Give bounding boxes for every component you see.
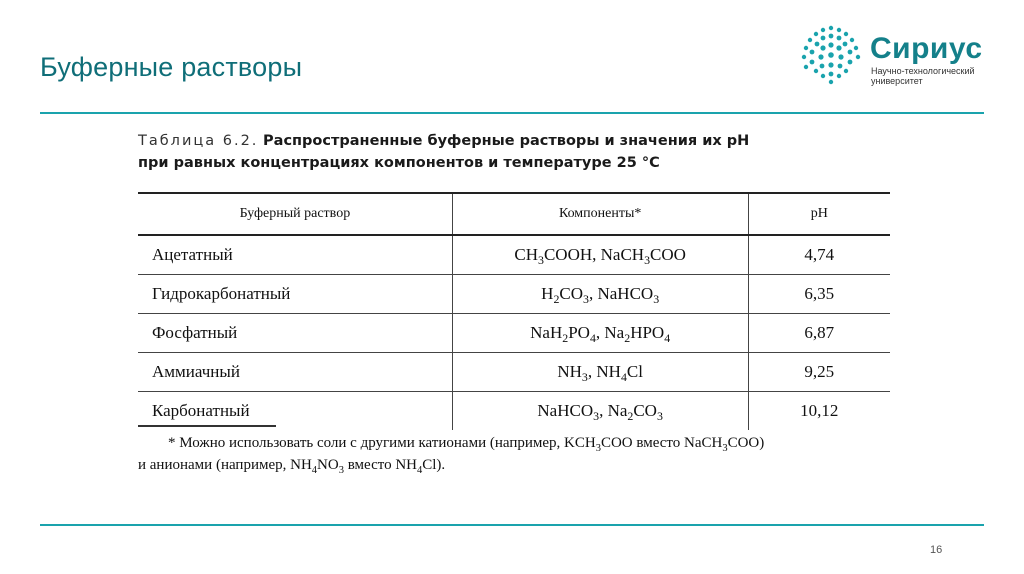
buffer-components: $NaH_2PO_4$, $Na_2HPO_4$ — [452, 314, 748, 353]
buffer-components: NaHCO$_3$, $Na_2CO_3$ — [452, 392, 748, 431]
logo-subtitle-line2: университет — [871, 76, 923, 86]
logo-subtitle — [871, 66, 1001, 86]
caption-label: Таблица 6.2. — [138, 133, 259, 149]
footnote-line2: и анионами (например, $NH_4NO_3$ вместо $NH_4Cl$). — [138, 457, 446, 476]
buffer-name: Аммиачный — [138, 353, 452, 392]
buffer-name: Ацетатный — [138, 235, 452, 275]
table-row — [138, 235, 890, 275]
page-number: 16 — [930, 544, 943, 556]
header-components: Компоненты* — [452, 193, 748, 235]
buffer-components: $CH_3COOH$, NaCH$_3$COO — [452, 235, 748, 275]
logo-subtitle-line1: Научно-технологический — [871, 66, 975, 76]
buffer-ph: 6,35 — [748, 275, 890, 314]
table-figure — [138, 130, 898, 476]
sirius-logo — [800, 20, 1000, 90]
caption-text-line2: при равных концентрациях компонентов и температуре 25 °С — [138, 155, 660, 171]
header-buffer: Буферный раствор — [138, 193, 452, 235]
buffer-name: Фосфатный — [138, 314, 452, 353]
top-divider — [40, 112, 984, 114]
buffer-components: $H_2CO_3$, NaHCO$_3$ — [452, 275, 748, 314]
buffer-table — [138, 192, 890, 430]
logo-name: Сириус — [870, 32, 983, 65]
table-row — [138, 314, 890, 353]
caption-text-line1: Распространенные буферные растворы и значения их pH — [263, 133, 750, 149]
buffer-components: $NH_3$, $NH_4Cl$ — [452, 353, 748, 392]
buffer-name: Гидрокарбонатный — [138, 275, 452, 314]
footnote-rule — [138, 425, 276, 427]
buffer-ph: 10,12 — [800, 401, 839, 420]
buffer-ph: 9,25 — [748, 353, 890, 392]
table-row — [138, 353, 890, 392]
slide-title: Буферные растворы — [40, 52, 303, 82]
header-ph: pH — [748, 193, 890, 235]
table-header-row — [138, 193, 890, 235]
footnote-line1: * Можно использовать соли с другими катионами (например, $KCH_3COO$ вместо NaCH$_3$COO) — [168, 435, 765, 454]
table-row — [138, 275, 890, 314]
buffer-ph: 6,87 — [748, 314, 890, 353]
table-footnote — [138, 432, 898, 476]
table-caption — [138, 130, 898, 174]
buffer-ph: 4,74 — [748, 235, 890, 275]
caption-line1 — [138, 130, 898, 152]
bottom-divider — [40, 524, 984, 526]
buffer-name: Карбонатный — [152, 401, 250, 420]
sirius-logo-icon — [800, 24, 862, 86]
